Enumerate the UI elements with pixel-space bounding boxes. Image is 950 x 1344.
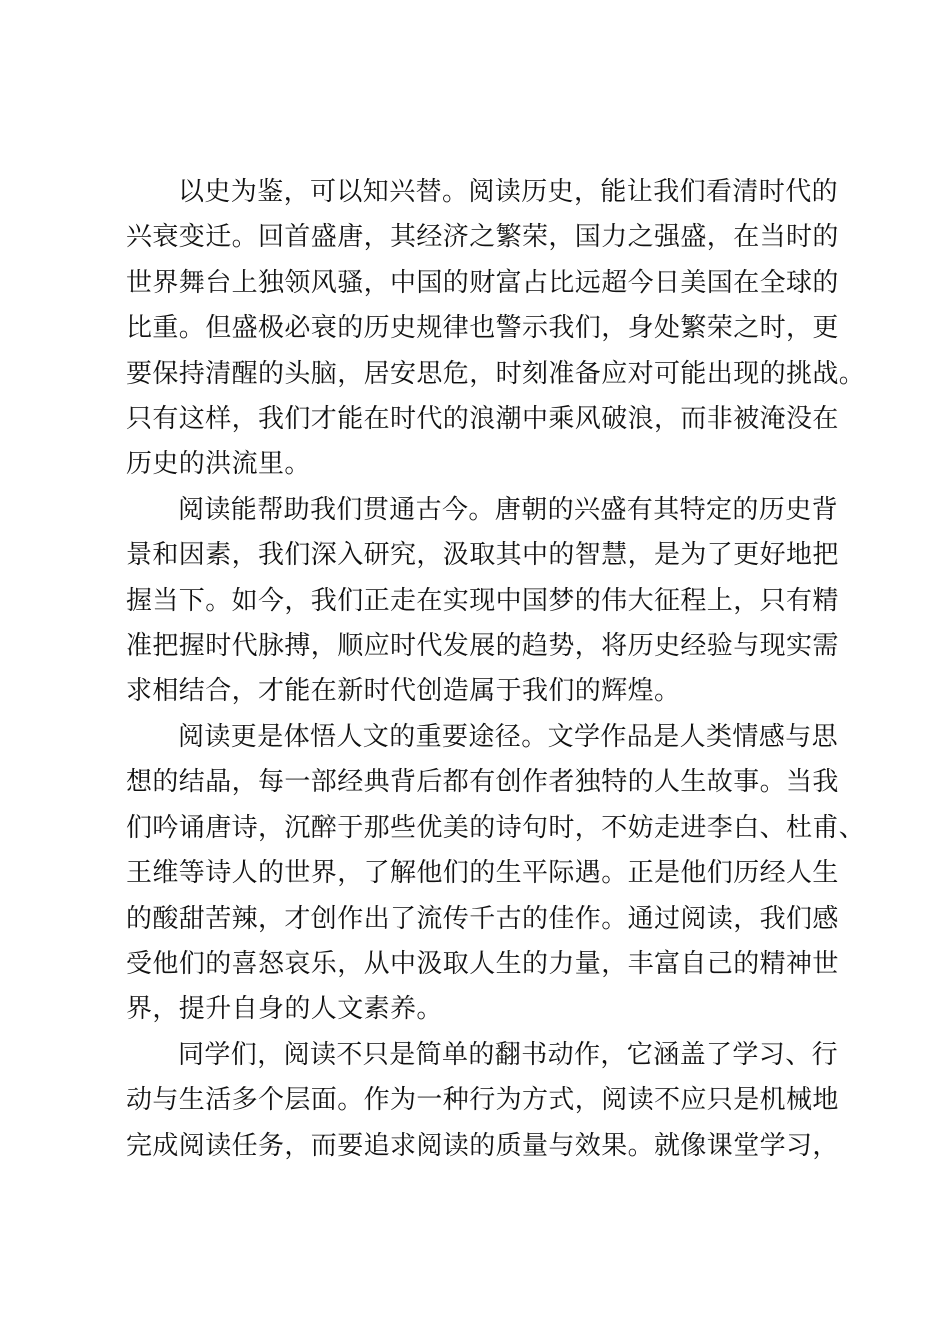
text-line: 景和因素，我们深入研究，汲取其中的智慧，是为了更好地把 [126,540,839,571]
text-line: 王维等诗人的世界，了解他们的生平际遇。正是他们历经人生 [126,858,839,889]
text-line: 阅读能帮助我们贯通古今。唐朝的兴盛有其特定的历史背 [178,494,839,525]
text-line: 求相结合，才能在新时代创造属于我们的辉煌。 [126,676,681,707]
text-line: 的酸甜苦辣，才创作出了流传千古的佳作。通过阅读，我们感 [126,903,839,934]
text-line: 想的结晶，每一部经典背后都有创作者独特的人生故事。当我 [126,767,839,798]
paragraph-reading-practice [126,1033,839,1169]
text-line: 比重。但盛极必衰的历史规律也警示我们，身处繁荣之时，更 [126,313,839,344]
text-line: 完成阅读任务，而要追求阅读的质量与效果。就像课堂学习， [126,1130,839,1161]
text-line: 兴衰变迁。回首盛唐，其经济之繁荣，国力之强盛，在当时的 [126,222,839,253]
text-line: 世界舞台上独领风骚，中国的财富占比远超今日美国在全球的 [126,267,839,298]
text-line: 同学们，阅读不只是简单的翻书动作，它涵盖了学习、行 [178,1039,839,1070]
text-line: 要保持清醒的头脑，居安思危，时刻准备应对可能出现的挑战。 [126,358,866,389]
paragraph-past-and-present [126,488,839,715]
text-line: 准把握时代脉搏，顺应时代发展的趋势，将历史经验与现实需 [126,631,839,662]
text-line: 握当下。如今，我们正走在实现中国梦的伟大征程上，只有精 [126,585,839,616]
text-line: 界，提升自身的人文素养。 [126,994,443,1025]
paragraph-humanities [126,715,866,1033]
text-line: 阅读更是体悟人文的重要途径。文学作品是人类情感与思 [178,721,839,752]
text-line: 受他们的喜怒哀乐，从中汲取人生的力量，丰富自己的精神世 [126,948,839,979]
text-line: 只有这样，我们才能在时代的浪潮中乘风破浪，而非被淹没在 [126,404,839,435]
paragraph-history-lessons [126,170,866,488]
document-body [126,170,866,1169]
text-line: 以史为鉴，可以知兴替。阅读历史，能让我们看清时代的 [178,177,839,207]
text-line: 们吟诵唐诗，沉醉于那些优美的诗句时，不妨走进李白、杜甫、 [126,812,866,843]
text-line: 动与生活多个层面。作为一种行为方式，阅读不应只是机械地 [126,1085,839,1116]
text-line: 历史的洪流里。 [126,449,311,480]
